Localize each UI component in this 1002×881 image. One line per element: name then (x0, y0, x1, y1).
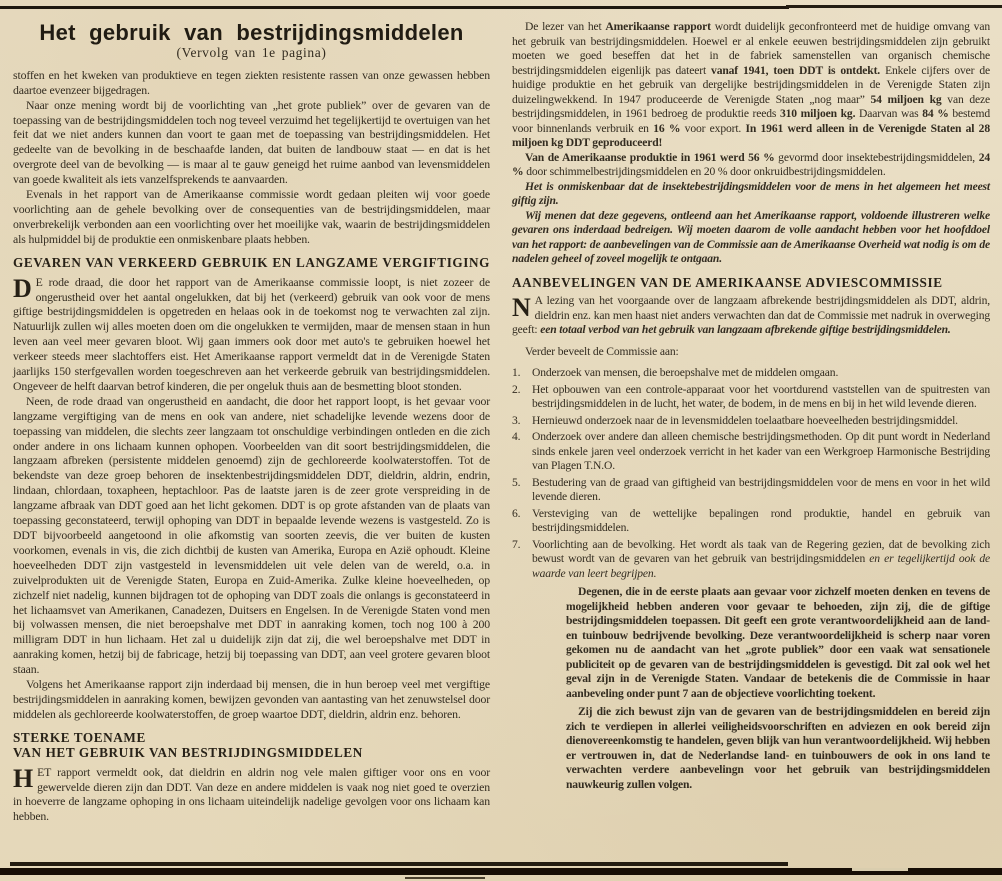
list-item (512, 430, 990, 474)
text-run: stoffen en het kweken van produktieve en tegen ziekten resistente rassen van onze gewassen hebben daartoe evenzeer bijgedragen. (13, 67, 490, 97)
item-text (532, 538, 990, 582)
text-run: Amerikaanse rapport (605, 20, 711, 33)
text-run: 310 miljoen kg. (779, 107, 856, 120)
emphasis-paragraph (566, 585, 990, 701)
text-run: Het is onmiskenbaar dat de insektebestrijdingsmiddelen voor de mens in het algemeen het meest giftig zijn. (512, 179, 990, 207)
text-run: Wij menen dat deze gegevens, ontleend aan het Amerikaanse rapport, voldoende illustreren welke gevaren ons inderdaad bedreigen. Wij moeten daarom de volle aandacht hebben voor het hoofddoel van het rapport: de aanbevelingen van de Commissie aan de Amerikaanse Overheid wat nodig is om de nadelen geheel of zoveel mogelijk te ontgaan. (512, 208, 990, 265)
text-run: bestemd voor binnenlands verbruik en (512, 107, 990, 135)
list-item (512, 366, 990, 381)
bottom-rule-thin (10, 862, 788, 866)
list-item (512, 476, 990, 505)
section-heading-line: AANBEVELINGEN VAN DE AMERIKAANSE ADVIESCOMMISSIE (512, 274, 943, 290)
right-column (512, 20, 990, 792)
item-number: 2. (512, 382, 521, 396)
drop-cap: N (512, 293, 531, 322)
bottom-rule-notch (852, 868, 908, 871)
left-column-body (13, 68, 490, 824)
text-run: en er tegelijkertijd ook de waarde van leert begrijpen. (532, 552, 990, 580)
right-column-body (512, 20, 990, 792)
item-number: 5. (512, 475, 521, 489)
text-run: In 1961 werd alleen in de Verenigde Staten al 28 miljoen kg DDT geproduceerd! (512, 121, 990, 149)
text-run: voor export. (680, 121, 746, 135)
paragraph (512, 180, 990, 209)
text-run: Het opbouwen van een controle-apparaat voor het voortdurend vaststellen van de spuitresten van bestrijdingsmiddelen in de lucht, het water, de bodem, in de mens en bij in het wild levende dieren. (532, 382, 990, 410)
text-run: door schimmelbestrijdingsmiddelen en 20 % door onkruidbestrijdingsmiddelen. (523, 165, 886, 178)
text-run: Degenen, die in de eerste plaats aan gevaar voor zichzelf moeten denken en tevens de mogelijkheid hebben anderen voor gevaar te behoeden, zijn zij, die de giftige bestrijdingsmiddelen toepassen. Dit geeft een grote verantwoordelijkheid aan de land- en tuinbouw bedrijvende bevolking. Deze verantwoordelijkheid is scherp naar voren gekomen nu de aandacht van het „grote publiek” door een vaak wat sensationele publiciteit op de gevaren van de bestrijdingsmiddelen is gevestigd. Dit zal ook wel het geval zijn in de Verenigde Staten. Vandaar de betekenis die de Commissie in haar aanbeveling onder punt 7 aan de objectieve voorlichting toekent. (566, 585, 990, 700)
item-text (532, 507, 990, 536)
item-number: 6. (512, 506, 521, 520)
paragraph (13, 394, 490, 677)
paragraph (512, 294, 990, 338)
text-run: van deze bestrijdingsmiddelen, in 1961 bedroeg de produktie reeds (512, 92, 990, 120)
text-run: Voorlichting aan de bevolking. Het wordt als taak van de Regering gezien, dat de bevolking zich bewust wordt van de gevaren van het gebruik van bestrijdingsmiddelen (532, 537, 990, 565)
text-run: vanaf 1941, toen DDT is ontdekt. (711, 63, 881, 77)
text-run: Onderzoek van mensen, die beroepshalve met de middelen omgaan. (532, 366, 839, 379)
top-rule-segment (786, 5, 1002, 8)
section-heading (512, 276, 990, 291)
paragraph (512, 345, 990, 360)
item-text (532, 476, 990, 505)
item-number: 1. (512, 366, 521, 379)
left-column (13, 20, 490, 824)
text-run: Van de Amerikaanse produktie in 1961 werd 56 % (525, 150, 775, 164)
text-run: Onderzoek over andere dan alleen chemische bestrijdingsmethoden. Op dit punt wordt in Nederland sinds enkele jaren veel onderzoek verricht in het kader van een Werkgroep Harmonische Bestrijding van Plagen T.N.O. (532, 430, 990, 472)
paragraph (13, 68, 490, 98)
item-text (532, 366, 990, 381)
text-run: 84 % (922, 107, 949, 120)
paragraph (512, 151, 990, 180)
item-text (532, 383, 990, 412)
item-text (532, 430, 990, 474)
text-run: Daarvan was (855, 107, 923, 120)
item-number: 7. (512, 537, 521, 551)
item-text (532, 414, 990, 429)
section-heading-line: GEVAREN VAN VERKEERD GEBRUIK EN LANGZAME VERGIFTIGING (13, 254, 490, 270)
text-run: een totaal verbod van het gebruik van langzaam afbrekende giftige bestrijdingsmiddelen. (540, 323, 951, 336)
item-number: 3. (512, 413, 521, 427)
article-subtitle: (Vervolg van 1e pagina) (176, 44, 327, 60)
drop-cap: H (13, 763, 34, 793)
text-run: Volgens het Amerikaanse rapport zijn inderdaad bij mensen, die in hun beroep veel met vergiftige bestrijdingsmiddelen in aanraking komen, bewijzen gevonden van aantasting van het zenuwstelsel door middelen als gechloreerde koolwaterstoffen, de groep waartoe DDT, dieldrin, aldrin enz. behoren. (13, 677, 490, 721)
text-run: Bestudering van de graad van giftigheid van bestrijdingsmiddelen voor de mens en voor in het wild levende dieren. (532, 475, 990, 503)
paragraph (13, 98, 490, 187)
text-run: ET rapport vermeldt ook, dat dieldrin en aldrin nog vele malen giftiger voor ons en voor gewervelde dieren zijn dan DDT. Van deze en andere middelen is vaak nog niet goed te overzien in hoeverre de langzame ophoping in ons lichaam uiteindelijk nadelige gevolgen voor ons lichaam kan hebben. (13, 764, 490, 824)
text-run: 54 miljoen kg (870, 92, 942, 106)
paragraph (13, 765, 490, 825)
text-run: Enkele cijfers over de huidige produktie en het gebruik van dergelijke bestrijdingsmiddelen in de Verenigde Staten zijn duizelingwekkend. In 1947 produceerde de Verenigde Staten „nog maar” (512, 63, 991, 106)
paragraph (512, 209, 990, 267)
list-item (512, 507, 990, 536)
top-rule (0, 6, 789, 9)
text-run: wordt duidelijk geconfronteerd met de huidige omvang van het gebruik van bestrijdingsmiddelen. Hoewel er al enkele eeuwen bestrijdingsmiddelen zijn gebruikt moeten we goed beseffen dat het in de fabriek samenstellen van organisch chemische bestrijdingsmiddelen eigenlijk pas dateert (512, 20, 990, 77)
article-title: Het gebruik van bestrijdingsmiddelen (39, 20, 464, 45)
text-run: Evenals in het rapport van de Amerikaanse commissie wordt gedaan pleiten wij voor goede voorlichting aan de gehele bevolking over de consequenties van de bestrijdingsmiddelen, maar onverbrekelijk verbonden aan een voorlichting over het moeilijke vak, waarin de bestrijdingsmiddelen als hulpmiddel bij de produktie een onmiskenbare plaats hebben. (13, 187, 490, 246)
emphasis-paragraph (566, 705, 990, 792)
text-run: 24 % (512, 150, 990, 178)
text-run: A lezing van het voorgaande over de langzaam afbrekende bestrijdingsmiddelen als DDT, aldrin, dieldrin enz. kan men haast niet anders verwachten dan dat de Commissie met nadruk in overweging geeft: (512, 294, 990, 336)
drop-cap: D (13, 273, 32, 303)
text-run: Versteviging van de wettelijke bepalingen rond produktie, handel en gebruik van bestrijdingsmiddelen. (532, 506, 990, 534)
text-run: Hernieuwd onderzoek naar de in levensmiddelen toelaatbare hoeveelheden bestrijdingsmiddel. (532, 413, 958, 427)
list-item (512, 538, 990, 582)
section-heading-line: STERKE TOENAME (13, 729, 146, 745)
paragraph (13, 275, 490, 394)
section-heading (13, 256, 490, 271)
scan-artifact-mark (405, 877, 485, 879)
paragraph (13, 187, 490, 247)
text-run: Zij die zich bewust zijn van de gevaren van de bestrijdingsmiddelen en bereid zijn zich te verdiepen in allerlei veiligheidsvoorschriften en adviezen en ook bereid zijn dienovereenkomstig te handelen, geven blijk van hun verantwoordelijkheid. Wij hebben er vertrouwen in, dat de Nederlandse land- en tuinbouwers de ook in ons land te verwachten verdere aanbevelingn voor het gebruik van bestrijdingsmiddelen nauwkeurig zullen volgen. (566, 705, 990, 791)
section-heading (13, 731, 490, 761)
text-run: gevormd door insektebestrijdingsmiddelen, (774, 150, 979, 164)
paragraph (13, 677, 490, 722)
item-number: 4. (512, 430, 521, 443)
section-heading-line: VAN HET GEBRUIK VAN BESTRIJDINGSMIDDELEN (13, 744, 363, 760)
text-run: E rode draad, die door het rapport van de Amerikaanse commissie loopt, is niet zozeer de ongerustheid over het aantal ongelukken, dat bij het (verkeerd) gebruik van ook voor de mens giftige bestrijdingsmiddelen is opgetreden en helaas ook in de toekomst nog te verwachten zal zijn. Natuurlijk zullen wij alles moeten doen om die ongelukken te vermijden, maar de mensen staan in hun leven aan veel meer gevaren bloot. Wij gaan immers ook door met auto's te gebruiken hoewel het verkeer steeds meer slachtoffers eist. Het Amerikaanse rapport vermeldt dat in de Verenigde Staten jaarlijks 150 sterfgevallen worden toegeschreven aan het verkeerde gebruik van bestrijdingsmiddelen. Ongeveer de helft daarvan betrof kinderen, die per ongeluk thuis aan de besmetting bloot stonden. (13, 274, 490, 393)
paragraph (512, 20, 990, 151)
text-run: Naar onze mening wordt bij de voorlichting van „het grote publiek” over de gevaren van de toepassing van de bestrijdingsmiddelen toch nog teveel verzuimd het tegelijkertijd te overtuigen van het feit dat we niet anders kunnen dan voort te gaan met de toepassing van bestrijdingsmiddelen. Het gedeelte van de bevolking in de beschaafde landen, dat buiten de landbouw staat — en dat is het overgrote deel van de bevolking — is maar al te gauw geneigd het ruime aanbod van levensmiddelen van goede kwaliteit als iets vanzelfsprekends te aanvaarden. (13, 97, 490, 187)
text-run: De lezer van het (525, 20, 606, 33)
text-run: Verder beveelt de Commissie aan: (525, 344, 679, 358)
text-run: Neen, de rode draad van ongerustheid en aandacht, die door het rapport loopt, is het gevaar voor langzame vergiftiging van de mens en ook van andere, niet schadelijke levende wezens door de toepassing van middelen, die slechts zeer langzaam tot onschuldige verbindingen ontleden en die zich onder andere in ons lichaam kunnen ophopen. Voorbeelden van dit soort bestrijdingsmiddelen, die langzaam afbreken (persistente middelen genoemd) zijn de gechloreerde koolwaterstoffen. Tot de bekendste van deze groep behoren de insektenbestrijdingsmiddelen DDT, dieldrin, aldrin, endrin, lindaan, chlordaan, toxapheen, heptachloor. Pas de laatste jaren is de zeer grote verspreiding in de langzame afbraak van DDT goed aan het licht gekomen. DDT is op grote afstanden van de plaats van toepassing geconstateerd, terwijl ophoping van DDT in bepaalde levende wezens is vastgesteld. Zo is DDT bijvoorbeeld aangetoond in olie afkomstig van soorten zeevis, die ver buiten de kusten voorkomen, evenals in vis, die zich dichtbij de kusten van Amerika, Europa en Azië ophoudt. Kleine hoeveelheden DDT zijn vastgesteld in levensmiddelen uit vele delen van de wereld, o.a. in zuivelprodukten uit de Verenigde Staten, Europa en Zuid-Amerika. Zulke kleine hoeveelheden, op zichzelf niet nadelig, kunnen bijdragen tot de ophoping van DDT zoals die onlangs is geconstateerd in het lichaamsvet van Amerikanen, Canadezen, Duitsers en Engelsen. In de Verenigde Staten vond men bij volwassen mensen, die niet beroepshalve met DDT in aanraking komen, toch nog 100 à 200 milligram DDT in hun lichaam. Het zal u duidelijk zijn dat zij, die wel beroepshalve met DDT in aanraking komen, hetzij bij de fabricage, hetzij bij toepassing van DDT, aan veel grotere gevaren bloot staan. (13, 393, 490, 677)
list-item (512, 414, 990, 429)
recommendations-list (512, 366, 990, 581)
text-run: 16 % (653, 121, 681, 135)
list-item (512, 383, 990, 412)
